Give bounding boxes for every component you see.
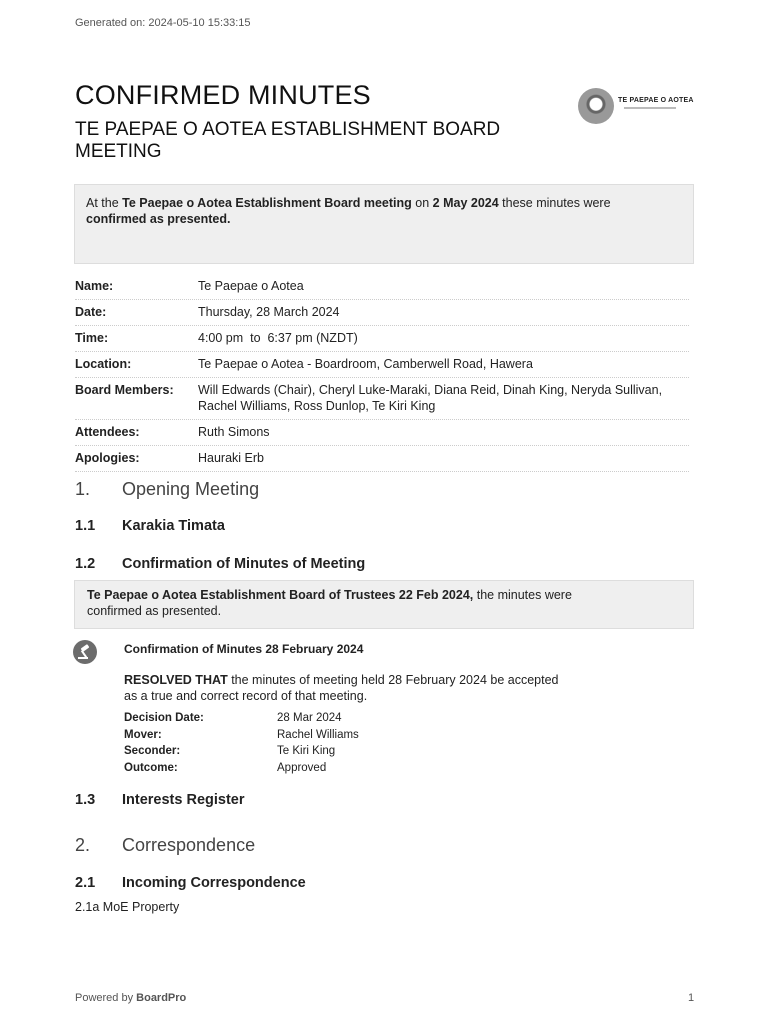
logo-text: TE PAEPAE O AOTEA: [618, 97, 694, 104]
logo-emblem-icon: [578, 88, 614, 124]
decision-row: Outcome: Approved: [124, 761, 327, 774]
page-subtitle: TE PAEPAE O AOTEA ESTABLISHMENT BOARD MEETING: [75, 119, 501, 162]
footer-powered-by: Powered by BoardPro: [75, 992, 187, 1004]
correspondence-item: 2.1a MoE Property: [75, 900, 180, 914]
section-heading-1: 1. Opening Meeting: [75, 479, 260, 499]
page-number: 1: [688, 992, 695, 1004]
decision-row: Mover: Rachel Williams: [124, 728, 359, 741]
resolution-title: Confirmation of Minutes 28 February 2024: [124, 642, 364, 656]
meeting-info-table: [75, 274, 689, 472]
subsection-heading-1-3: 1.3 Interests Register: [75, 792, 245, 808]
info-row-date: Date: Thursday, 28 March 2024: [75, 300, 689, 326]
resolution-text: RESOLVED THAT the minutes of meeting held 28 February 2024 be accepted as a true and correct record of that meeting.: [124, 673, 559, 703]
info-row-time: Time: 4:00 pm to 6:37 pm (NZDT): [75, 326, 689, 352]
generated-timestamp: Generated on: 2024-05-10 15:33:15: [75, 17, 251, 29]
info-row-board-members: Board Members: Will Edwards (Chair), Cheryl Luke-Maraki, Diana Reid, Dinah King, Neryda Sullivan, Rachel Williams, Ross Dunlop, Te Kiri King: [75, 378, 689, 420]
info-row-location: Location: Te Paepae o Aotea - Boardroom, Camberwell Road, Hawera: [75, 352, 689, 378]
minutes-confirmation-box: Te Paepae o Aotea Establishment Board of Trustees 22 Feb 2024, the minutes were confirmed as presented.: [74, 580, 694, 629]
info-row-attendees: Attendees: Ruth Simons: [75, 420, 689, 446]
decision-details: [124, 710, 644, 776]
page-title: CONFIRMED MINUTES: [75, 80, 371, 110]
gavel-icon: [73, 640, 97, 664]
subsection-heading-1-2: 1.2 Confirmation of Minutes of Meeting: [75, 556, 366, 572]
decision-row: Decision Date: 28 Mar 2024: [124, 712, 342, 724]
subsection-heading-1-1: 1.1 Karakia Timata: [75, 518, 225, 534]
confirmation-notice: At the Te Paepae o Aotea Establishment Board meeting on 2 May 2024 these minutes were confirmed as presented.: [74, 184, 694, 264]
resolution-block: [124, 642, 644, 776]
info-row-name: Name: Te Paepae o Aotea: [75, 274, 689, 300]
section-heading-2: 2. Correspondence: [75, 835, 256, 855]
organisation-logo: [578, 88, 698, 128]
subsection-heading-2-1: 2.1 Incoming Correspondence: [75, 875, 306, 891]
info-row-apologies: Apologies: Hauraki Erb: [75, 446, 689, 472]
logo-tagline-line: [624, 107, 676, 109]
decision-row: Seconder: Te Kiri King: [124, 745, 336, 757]
boardpro-link[interactable]: BoardPro: [136, 992, 187, 1004]
